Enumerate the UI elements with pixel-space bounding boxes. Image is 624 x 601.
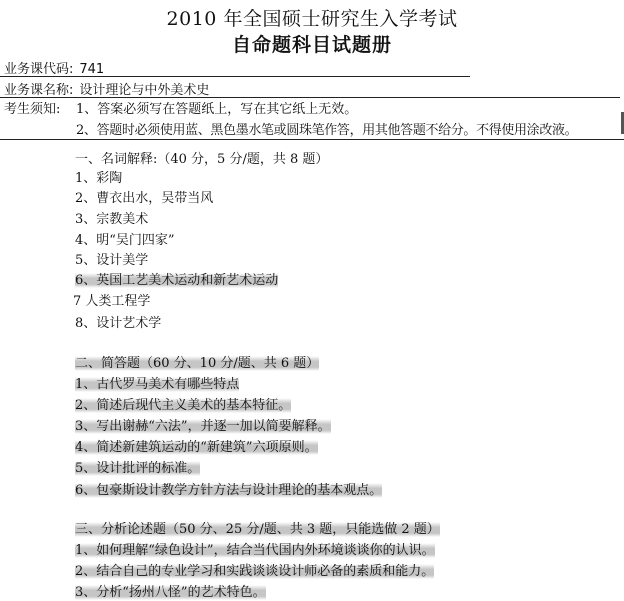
list-item-text: 5、设计批评的标准。 [75, 461, 201, 476]
section-heading-2 [75, 352, 319, 371]
section-heading-3 [75, 518, 440, 537]
notice-line-2: 2、答题时必须使用蓝、黑色墨水笔或圆珠笔作答，用其他答题不给分。不得使用涂改液。 [76, 123, 578, 138]
list-item [75, 457, 200, 476]
course-code-label: 业务课代码: [4, 62, 74, 77]
course-code [4, 58, 104, 77]
section-heading-text: 二、简答题（60 分、10 分/题、共 6 题） [75, 356, 320, 371]
list-item-text: 6、包豪斯设计教学方针方法与设计理论的基本观点。 [75, 483, 383, 498]
list-item-text: 4、简述新建筑运动的“新建筑”六项原则。 [75, 440, 318, 455]
list-item [75, 560, 434, 579]
list-item: 2、曹衣出水，吴带当风 [75, 191, 214, 206]
exam-subtitle: 自命题科目试题册 [231, 34, 392, 56]
list-item-text: 2、结合自己的专业学习和实践谈谈设计师必备的素质和能力。 [75, 564, 435, 579]
list-item [75, 436, 318, 455]
course-code-value: 741 [79, 62, 105, 77]
divider-line [0, 139, 624, 140]
list-item-text: 1、古代罗马美术有哪些特点 [75, 377, 240, 392]
list-item [75, 269, 278, 288]
course-name-label: 业务课名称: [4, 83, 74, 98]
list-item: 8、设计艺术学 [75, 316, 162, 331]
list-item-text: 6、英国工艺美术运动和新艺术运动 [75, 273, 279, 288]
list-item: 3、宗教美术 [75, 212, 149, 227]
notice-label: 考生须知: [4, 102, 61, 117]
section-heading-1: 一、名词解释:（40 分，5 分/题，共 8 题） [75, 152, 329, 167]
list-item [75, 581, 266, 600]
section-heading-text: 三、分析论述题（50 分、25 分/题、共 3 题，只能选做 2 题） [75, 522, 440, 537]
list-item: 7 人类工程学 [73, 294, 151, 309]
list-item-text: 3、分析“扬州八怪”的艺术特色。 [75, 585, 266, 600]
list-item: 5、设计美学 [75, 253, 149, 268]
list-item [75, 373, 239, 392]
list-item [75, 394, 291, 413]
list-item: 4、明“吴门四家” [75, 233, 175, 248]
divider-line [0, 76, 470, 77]
list-item [75, 479, 382, 498]
notice-line-1: 1、答案必须写在答题纸上，写在其它纸上无效。 [76, 102, 358, 117]
list-item [75, 415, 331, 434]
list-item: 1、彩陶 [75, 171, 123, 186]
exam-title: 2010 年全国硕士研究生入学考试 [166, 8, 458, 30]
list-item-text: 1、如何理解“绿色设计”，结合当代国内外环境谈谈你的认识。 [75, 543, 435, 558]
course-name [4, 79, 209, 98]
list-item-text: 2、简述后现代主义美术的基本特征。 [75, 398, 292, 413]
list-item-text: 3、写出谢赫“六法”，并逐一加以简要解释。 [75, 419, 331, 434]
list-item [75, 539, 435, 558]
course-name-value: 设计理论与中外美术史 [79, 83, 210, 98]
